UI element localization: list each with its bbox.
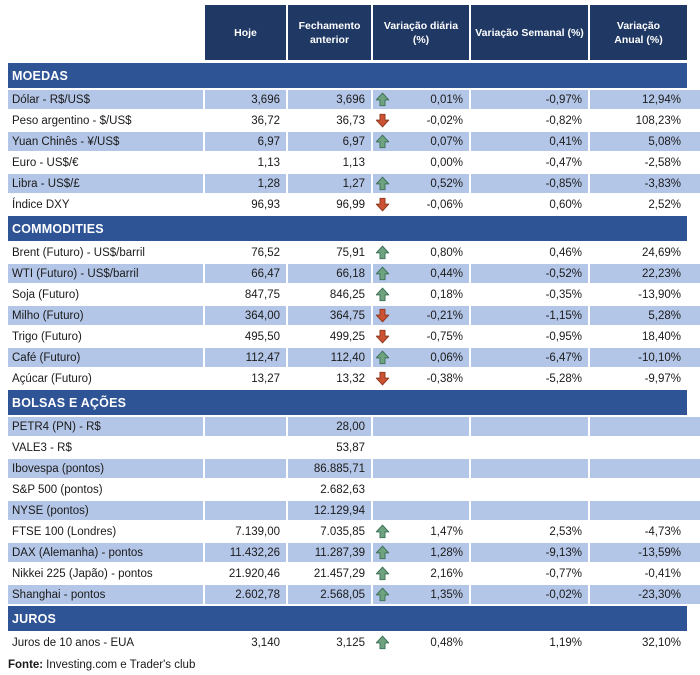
variacao-diaria-value: 1,28%	[430, 546, 463, 559]
cell-hoje: 112,47	[205, 348, 288, 367]
cell-variacao-semanal	[471, 438, 590, 457]
cell-fechamento-anterior: 36,73	[288, 111, 373, 130]
cell-fechamento-anterior: 11.287,39	[288, 543, 373, 562]
cell-hoje: 76,52	[205, 243, 288, 262]
arrow-down-icon	[375, 197, 390, 212]
cell-fechamento-anterior: 846,25	[288, 285, 373, 304]
variacao-diaria-value: 1,47%	[430, 525, 463, 538]
table-row	[8, 174, 700, 195]
row-label: Libra - US$/£	[8, 174, 205, 193]
row-label: WTI (Futuro) - US$/barril	[8, 264, 205, 283]
cell-variacao-semanal: 0,41%	[471, 132, 590, 151]
row-label: Açúcar (Futuro)	[8, 369, 205, 388]
arrow-up-icon	[375, 566, 390, 581]
arrow-up-icon	[375, 245, 390, 260]
cell-variacao-diaria	[373, 522, 471, 541]
header-col-hoje: Hoje	[205, 5, 288, 60]
cell-variacao-diaria	[373, 348, 471, 367]
table-row	[8, 543, 700, 564]
cell-variacao-diaria	[373, 369, 471, 388]
row-label: PETR4 (PN) - R$	[8, 417, 205, 436]
row-label: Dólar - R$/US$	[8, 90, 205, 109]
arrow-up-icon	[375, 635, 390, 650]
arrow-down-icon	[375, 329, 390, 344]
table-row	[8, 285, 700, 306]
row-label: Ibovespa (pontos)	[8, 459, 205, 478]
section-header-moedas: MOEDAS	[8, 63, 687, 90]
cell-fechamento-anterior: 7.035,85	[288, 522, 373, 541]
table-row	[8, 522, 700, 543]
cell-hoje: 495,50	[205, 327, 288, 346]
cell-fechamento-anterior: 2.568,05	[288, 585, 373, 604]
cell-hoje: 847,75	[205, 285, 288, 304]
cell-fechamento-anterior: 3,696	[288, 90, 373, 109]
table-row	[8, 153, 700, 174]
cell-variacao-anual: -10,10%	[638, 351, 681, 364]
row-label: Yuan Chinês - ¥/US$	[8, 132, 205, 151]
row-label: Euro - US$/€	[8, 153, 205, 172]
arrow-up-icon	[375, 176, 390, 191]
row-label: VALE3 - R$	[8, 438, 205, 457]
table-row	[8, 459, 700, 480]
cell-fechamento-anterior: 13,32	[288, 369, 373, 388]
table-row	[8, 90, 700, 111]
cell-variacao-anual: -23,30%	[638, 588, 681, 601]
table-row	[8, 195, 700, 216]
cell-fechamento-anterior: 12.129,94	[288, 501, 373, 520]
cell-variacao-anual: -4,73%	[644, 525, 681, 538]
variacao-diaria-value: 0,52%	[430, 177, 463, 190]
cell-variacao-semanal	[471, 417, 590, 436]
cell-variacao-semanal: -0,02%	[471, 585, 590, 604]
arrow-up-icon	[375, 545, 390, 560]
cell-variacao-anual: 22,23%	[641, 267, 681, 280]
variacao-diaria-value: 0,48%	[430, 636, 463, 649]
cell-variacao-anual: -0,41%	[644, 567, 681, 580]
no-arrow-placeholder	[375, 155, 390, 170]
cell-fechamento-anterior: 499,25	[288, 327, 373, 346]
source-label: Fonte:	[8, 659, 44, 671]
cell-variacao-semanal: 0,46%	[471, 243, 590, 262]
table-row	[8, 111, 700, 132]
table-row	[8, 348, 700, 369]
cell-variacao-semanal: -5,28%	[471, 369, 590, 388]
cell-hoje	[205, 459, 288, 478]
row-label: Milho (Futuro)	[8, 306, 205, 325]
cell-fechamento-anterior: 2.682,63	[288, 480, 373, 499]
cell-hoje: 3,696	[205, 90, 288, 109]
cell-fechamento-anterior: 1,27	[288, 174, 373, 193]
row-label: NYSE (pontos)	[8, 501, 205, 520]
cell-variacao-semanal	[471, 501, 590, 520]
cell-variacao-semanal: 2,53%	[471, 522, 590, 541]
cell-hoje: 36,72	[205, 111, 288, 130]
cell-variacao-anual: -9,97%	[644, 372, 681, 385]
cell-fechamento-anterior: 53,87	[288, 438, 373, 457]
cell-fechamento-anterior: 112,40	[288, 348, 373, 367]
cell-variacao-diaria	[373, 633, 471, 652]
row-label: Soja (Futuro)	[8, 285, 205, 304]
cell-fechamento-anterior: 21.457,29	[288, 564, 373, 583]
table-row	[8, 501, 700, 522]
cell-variacao-semanal: -0,35%	[471, 285, 590, 304]
arrow-up-icon	[375, 134, 390, 149]
cell-fechamento-anterior: 96,99	[288, 195, 373, 214]
cell-fechamento-anterior: 86.885,71	[288, 459, 373, 478]
cell-hoje	[205, 480, 288, 499]
variacao-diaria-value: -0,06%	[426, 198, 463, 211]
cell-variacao-diaria	[373, 438, 471, 457]
cell-hoje: 7.139,00	[205, 522, 288, 541]
variacao-diaria-value: 0,07%	[430, 135, 463, 148]
cell-variacao-diaria	[373, 264, 471, 283]
cell-fechamento-anterior: 75,91	[288, 243, 373, 262]
cell-variacao-semanal: 0,60%	[471, 195, 590, 214]
table-row	[8, 480, 700, 501]
header-col-empty	[8, 5, 205, 60]
variacao-diaria-value: 0,06%	[430, 351, 463, 364]
no-arrow-placeholder	[375, 503, 390, 518]
cell-hoje: 21.920,46	[205, 564, 288, 583]
cell-variacao-anual	[590, 438, 687, 457]
row-label: Trigo (Futuro)	[8, 327, 205, 346]
cell-hoje	[205, 501, 288, 520]
cell-variacao-diaria	[373, 111, 471, 130]
cell-variacao-anual: -3,83%	[644, 177, 681, 190]
cell-variacao-semanal: -0,95%	[471, 327, 590, 346]
row-label: Peso argentino - $/US$	[8, 111, 205, 130]
cell-variacao-diaria	[373, 543, 471, 562]
table-row	[8, 132, 700, 153]
cell-variacao-semanal: -1,15%	[471, 306, 590, 325]
cell-variacao-anual: 24,69%	[641, 246, 681, 259]
arrow-down-icon	[375, 371, 390, 386]
arrow-up-icon	[375, 287, 390, 302]
no-arrow-placeholder	[375, 461, 390, 476]
variacao-diaria-value: 0,00%	[430, 156, 463, 169]
cell-variacao-diaria	[373, 132, 471, 151]
table-row	[8, 438, 700, 459]
row-label: S&P 500 (pontos)	[8, 480, 205, 499]
no-arrow-placeholder	[375, 482, 390, 497]
section-header-bolsas-e-acoes: BOLSAS E AÇÕES	[8, 390, 687, 417]
cell-variacao-semanal: -0,52%	[471, 264, 590, 283]
cell-hoje: 6,97	[205, 132, 288, 151]
cell-hoje: 66,47	[205, 264, 288, 283]
cell-variacao-anual: 12,94%	[641, 93, 681, 106]
row-label: DAX (Alemanha) - pontos	[8, 543, 205, 562]
cell-variacao-anual	[590, 417, 687, 436]
cell-variacao-diaria	[373, 564, 471, 583]
table-row	[8, 369, 700, 390]
cell-variacao-diaria	[373, 501, 471, 520]
variacao-diaria-value: -0,38%	[426, 372, 463, 385]
cell-variacao-semanal: -0,82%	[471, 111, 590, 130]
cell-variacao-anual: -13,90%	[638, 288, 681, 301]
cell-variacao-semanal: 1,19%	[471, 633, 590, 652]
variacao-diaria-value: 0,18%	[430, 288, 463, 301]
no-arrow-placeholder	[375, 440, 390, 455]
cell-variacao-diaria	[373, 480, 471, 499]
cell-variacao-diaria	[373, 285, 471, 304]
cell-variacao-semanal: -9,13%	[471, 543, 590, 562]
variacao-diaria-value: -0,75%	[426, 330, 463, 343]
arrow-up-icon	[375, 266, 390, 281]
arrow-down-icon	[375, 113, 390, 128]
cell-variacao-diaria	[373, 459, 471, 478]
row-label: Índice DXY	[8, 195, 205, 214]
cell-fechamento-anterior: 6,97	[288, 132, 373, 151]
cell-hoje: 1,28	[205, 174, 288, 193]
source-text: Investing.com e Trader's club	[46, 659, 196, 671]
table-row	[8, 306, 700, 327]
cell-fechamento-anterior: 364,75	[288, 306, 373, 325]
variacao-diaria-value: 1,35%	[430, 588, 463, 601]
cell-variacao-diaria	[373, 90, 471, 109]
cell-variacao-semanal: -6,47%	[471, 348, 590, 367]
row-label: Brent (Futuro) - US$/barril	[8, 243, 205, 262]
table-body	[8, 63, 700, 654]
table-row	[8, 243, 700, 264]
table-row	[8, 264, 700, 285]
cell-variacao-anual: 32,10%	[641, 636, 681, 649]
arrow-up-icon	[375, 350, 390, 365]
table-header	[8, 5, 700, 60]
cell-hoje: 11.432,26	[205, 543, 288, 562]
variacao-diaria-value: 2,16%	[430, 567, 463, 580]
cell-variacao-diaria	[373, 417, 471, 436]
cell-variacao-anual: 5,28%	[648, 309, 681, 322]
cell-variacao-anual: -13,59%	[638, 546, 681, 559]
header-col-fechamento-anterior: Fechamento anterior	[288, 5, 373, 60]
table-row	[8, 585, 700, 606]
cell-hoje	[205, 417, 288, 436]
cell-hoje: 364,00	[205, 306, 288, 325]
variacao-diaria-value: -0,02%	[426, 114, 463, 127]
variacao-diaria-value: 0,44%	[430, 267, 463, 280]
cell-variacao-semanal: -0,47%	[471, 153, 590, 172]
arrow-up-icon	[375, 587, 390, 602]
cell-hoje: 1,13	[205, 153, 288, 172]
row-label: Café (Futuro)	[8, 348, 205, 367]
header-col-variacao-anual: Variação Anual (%)	[590, 5, 687, 60]
cell-variacao-diaria	[373, 174, 471, 193]
cell-variacao-anual	[590, 501, 687, 520]
cell-fechamento-anterior: 3,125	[288, 633, 373, 652]
cell-fechamento-anterior: 28,00	[288, 417, 373, 436]
arrow-up-icon	[375, 92, 390, 107]
cell-hoje	[205, 438, 288, 457]
cell-variacao-diaria	[373, 195, 471, 214]
cell-variacao-semanal: -0,85%	[471, 174, 590, 193]
cell-variacao-diaria	[373, 153, 471, 172]
table-row	[8, 564, 700, 585]
arrow-up-icon	[375, 524, 390, 539]
no-arrow-placeholder	[375, 419, 390, 434]
cell-hoje: 96,93	[205, 195, 288, 214]
cell-variacao-anual: 2,52%	[648, 198, 681, 211]
cell-variacao-diaria	[373, 585, 471, 604]
cell-variacao-semanal: -0,97%	[471, 90, 590, 109]
cell-variacao-diaria	[373, 306, 471, 325]
row-label: Juros de 10 anos - EUA	[8, 633, 205, 652]
row-label: FTSE 100 (Londres)	[8, 522, 205, 541]
cell-variacao-anual	[590, 459, 687, 478]
variacao-diaria-value: 0,01%	[430, 93, 463, 106]
cell-variacao-anual: -2,58%	[644, 156, 681, 169]
cell-variacao-anual: 18,40%	[641, 330, 681, 343]
header-col-variacao-semanal: Variação Semanal (%)	[471, 5, 590, 60]
cell-hoje: 13,27	[205, 369, 288, 388]
row-label: Shanghai - pontos	[8, 585, 205, 604]
cell-variacao-diaria	[373, 243, 471, 262]
cell-variacao-anual: 108,23%	[635, 114, 681, 127]
table-row	[8, 417, 700, 438]
cell-variacao-diaria	[373, 327, 471, 346]
cell-variacao-semanal	[471, 480, 590, 499]
cell-variacao-semanal	[471, 459, 590, 478]
cell-variacao-semanal: -0,77%	[471, 564, 590, 583]
header-col-variacao-diaria: Variação diária (%)	[373, 5, 471, 60]
row-label: Nikkei 225 (Japão) - pontos	[8, 564, 205, 583]
variacao-diaria-value: -0,21%	[426, 309, 463, 322]
cell-fechamento-anterior: 1,13	[288, 153, 373, 172]
section-header-juros: JUROS	[8, 606, 687, 633]
cell-hoje: 2.602,78	[205, 585, 288, 604]
cell-variacao-anual: 5,08%	[648, 135, 681, 148]
table-row	[8, 633, 700, 654]
arrow-down-icon	[375, 308, 390, 323]
section-header-commodities: COMMODITIES	[8, 216, 687, 243]
source-note	[8, 659, 700, 671]
variacao-diaria-value: 0,80%	[430, 246, 463, 259]
cell-hoje: 3,140	[205, 633, 288, 652]
table-row	[8, 327, 700, 348]
cell-fechamento-anterior: 66,18	[288, 264, 373, 283]
cell-variacao-anual	[590, 480, 687, 499]
